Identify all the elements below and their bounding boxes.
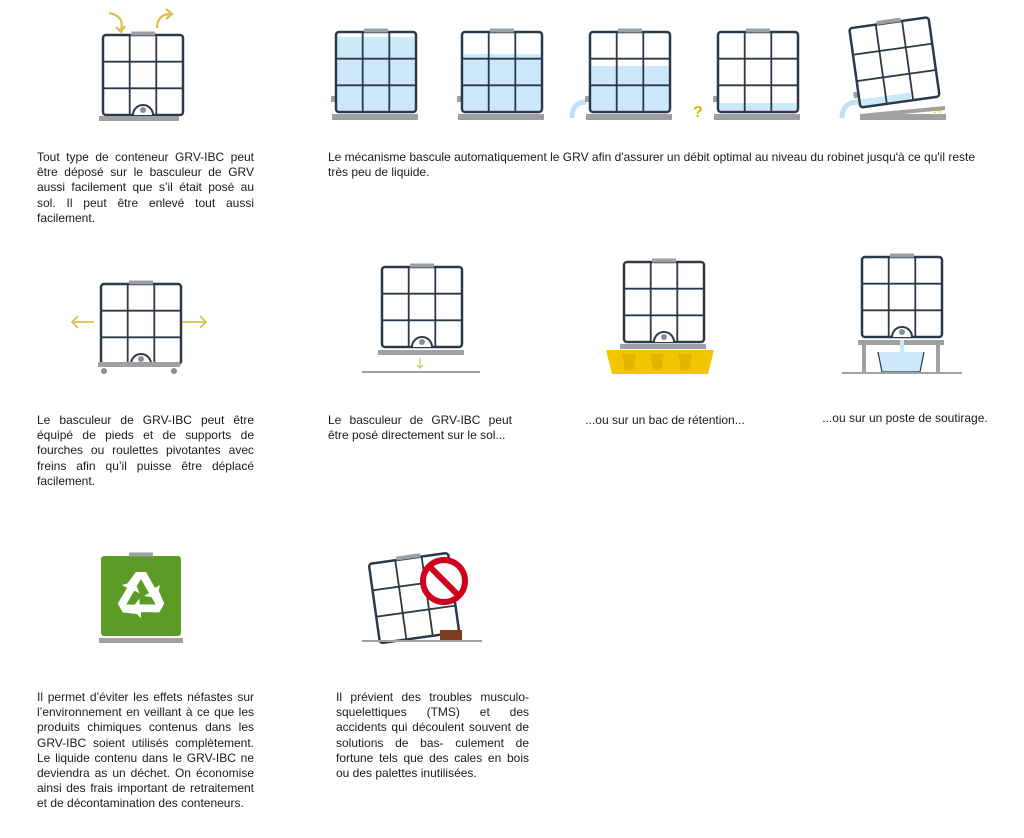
caption-mobile: Le basculeur de GRV-IBC peut être équipé de pieds et de supports de fourches ou roulettes pivotantes avec freins afin qu’il puisse être déplacé facilement. xyxy=(37,413,254,488)
ibc-low xyxy=(713,29,798,113)
ibc-container xyxy=(862,254,942,338)
ibc-three-quarters xyxy=(457,29,542,113)
spill-tray-illustration xyxy=(600,258,720,378)
caption-dispensing-station: ...ou sur un poste de soutirage. xyxy=(822,411,988,425)
ibc-container xyxy=(382,264,462,348)
wooden-wedge xyxy=(440,630,462,640)
tilter-base xyxy=(99,116,179,121)
retention-tray xyxy=(606,350,714,374)
ibc-half xyxy=(585,29,670,113)
caption-placement: Tout type de conteneur GRV-IBC peut être déposé sur le basculeur de GRV aussi facilement que s’il était posé au sol. Il peut être enlevé tout aussi facilement. xyxy=(37,150,254,225)
horizontal-arrow-icon xyxy=(72,316,94,328)
caption-floor: Le basculeur de GRV-IBC peut être posé directement sur le sol... xyxy=(328,413,512,443)
curved-arrow-icon xyxy=(157,9,172,28)
horizontal-arrow-icon xyxy=(182,316,206,328)
tilt-percent: 5% xyxy=(933,109,942,115)
no-entry-icon xyxy=(423,560,465,602)
question-mark: ? xyxy=(693,104,703,121)
dispensing-container xyxy=(878,352,924,372)
ibc-container xyxy=(103,32,183,116)
placement-illustration xyxy=(95,8,191,124)
safety-illustration xyxy=(360,548,485,648)
tilter-base xyxy=(332,114,418,120)
tilting-sequence xyxy=(330,18,960,128)
mobile-illustration xyxy=(68,278,218,378)
curved-arrow-icon xyxy=(109,13,125,32)
ibc-container xyxy=(101,281,181,365)
wheels xyxy=(101,368,177,374)
caption-spill-tray: ...ou sur un bac de rétention... xyxy=(585,413,745,427)
outlet-pipe xyxy=(572,102,586,118)
green-container xyxy=(101,556,181,636)
recycle-illustration xyxy=(96,552,186,648)
caption-environment: Il permet d’éviter les effets néfastes sur l’environnement en veillant à ce que les produits chimiques contenus dans les GRV-IBC soient utilisés complètement. Le liquide contenu dans le GRV-IBC ne deviendra as un déchet. On économise ainsi des frais important de retraitement et de décontamination des conteneurs. xyxy=(37,690,254,811)
dispensing-station-illustration xyxy=(840,252,965,380)
caption-tilting: Le mécanisme bascule automatiquement le GRV afin d'assurer un débit optimal au niveau du robinet jusqu'à ce qu'il reste très peu de liquide. xyxy=(328,150,976,180)
ibc-tilted xyxy=(844,14,940,109)
caption-safety: Il prévient des troubles musculo-squelettiques (TMS) et des accidents qui découlent souvent de solutions de bas- culement de fortune tels que des cales en bois ou des palettes inutilisées. xyxy=(336,690,529,781)
ibc-container xyxy=(624,259,704,343)
floor-illustration xyxy=(360,262,485,377)
ibc-full xyxy=(331,29,416,113)
